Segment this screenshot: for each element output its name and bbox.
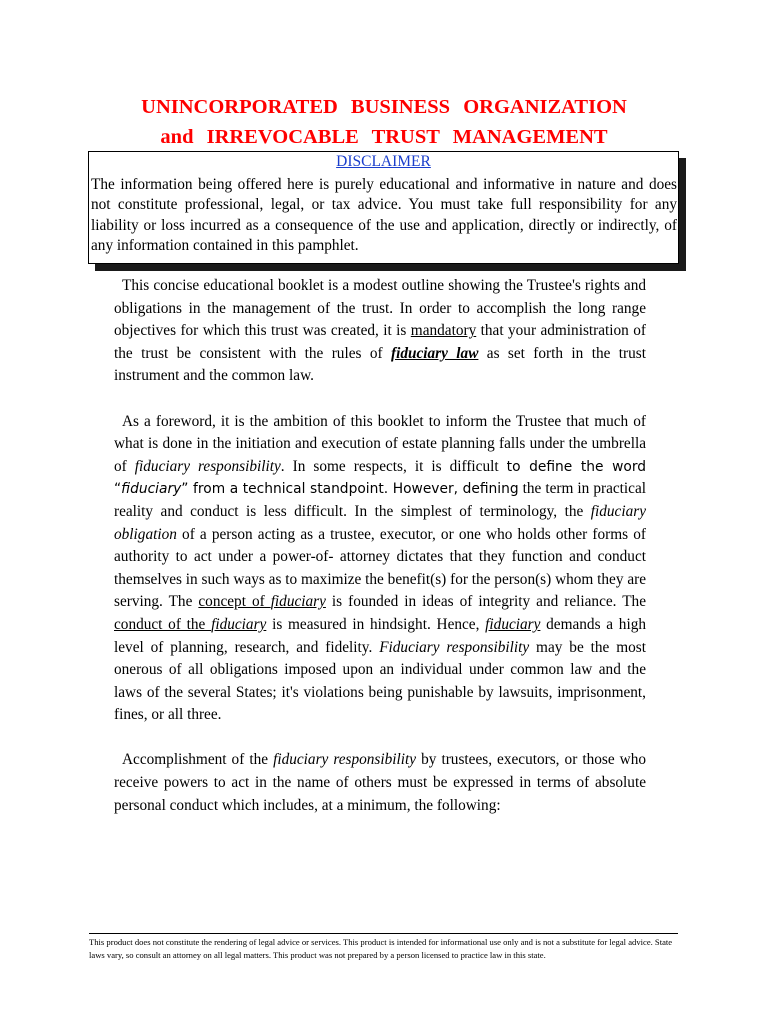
- text-run: As a foreword, it is the ambition of this booklet to inform the Trustee that much of what is done in the initiation and execution of estate planning falls under the umbrella of: [114, 412, 646, 475]
- text-run: conduct of the: [114, 615, 212, 633]
- emphasis-term: fiduciary: [121, 481, 182, 498]
- text-run: the term in practical reality and conduct is less difficult. In the simplest of terminology, the: [114, 480, 646, 520]
- disclaimer-heading: DISCLAIMER: [336, 153, 431, 170]
- emphasis-term: fiduciary: [485, 615, 541, 633]
- text-run: Accomplishment of the: [122, 751, 274, 769]
- text-run: ” from a technical standpoint. However, defining: [181, 481, 519, 498]
- text-run: is measured in hindsight. Hence,: [266, 615, 486, 633]
- text-run: . In some respects, it is difficult: [280, 457, 507, 475]
- title-line-2: and IRREVOCABLE TRUST MANAGEMENT: [160, 126, 608, 148]
- text-run: as set forth in the trust instrument and the common law.: [114, 344, 646, 385]
- document-title: [0, 92, 768, 152]
- text-run: concept of: [198, 593, 271, 611]
- text-run: of a person acting as a trustee, executor, or one who holds other forms of authority to act under a power-of- attorney dictates that they function and conduct themselves in such ways as to maximize the benefit(s) for the person(s) whom they are serving. The: [114, 525, 646, 611]
- disclaimer-panel: [88, 151, 685, 271]
- text-run: that your administration of the trust be consistent with the rules of: [114, 322, 646, 362]
- emphasis-mandatory: mandatory: [410, 322, 477, 340]
- text-run: demands a high level of planning, research, and fidelity.: [114, 615, 646, 656]
- disclaimer-box: [88, 151, 679, 264]
- text-run: may be the most onerous of all obligations imposed upon an individual under common law and the laws of the several States; it's violations being punishable by lawsuits, imprisonment, fines, or all three.: [114, 638, 647, 724]
- emphasis-term: fiduciary obligation: [114, 502, 646, 543]
- disclaimer-text: The information being offered here is purely educational and informative in nature and does not constitute professional, legal, or tax advice. You must take full responsibility for any liability or loss incurred as a consequence of the use and application, directly or indirectly, of any information contained in this pamphlet.: [91, 176, 677, 254]
- title-line-1: UNINCORPORATED BUSINESS ORGANIZATION: [141, 96, 627, 118]
- emphasis-term: fiduciary: [270, 593, 326, 611]
- text-run: This concise educational booklet is a modest outline showing the Trustee's rights and obligations in the management of the trust. In order to accomplish the long range objectives for which this trust was created, it is: [114, 277, 646, 340]
- document-body: [114, 275, 646, 817]
- text-run: by trustees, executors, or those who receive powers to act in the name of others must be expressed in terms of absolute personal conduct which includes, at a minimum, the following:: [114, 751, 647, 814]
- footer-legal-notice: This product does not constitute the rendering of legal advice or services. This product is intended for informational use only and is not a substitute for legal advice. State laws vary, so consult an attorney on all legal matters. This product was not prepared by a person licensed to practice law in this state.: [89, 937, 673, 960]
- emphasis-term: Fiduciary responsibility: [379, 638, 530, 656]
- text-run: to define the word “: [114, 458, 647, 498]
- paragraph-accomplishment: [114, 749, 646, 817]
- underlined-phrase: [198, 593, 326, 610]
- paragraph-foreword: [114, 411, 646, 727]
- emphasis-fiduciary-law: fiduciary law: [390, 344, 479, 362]
- underlined-phrase: [114, 616, 266, 633]
- emphasis-term: fiduciary: [211, 615, 267, 633]
- emphasis-term: fiduciary responsibility: [273, 751, 417, 769]
- text-run: is founded in ideas of integrity and reliance. The: [325, 593, 646, 611]
- paragraph-intro: [114, 275, 646, 388]
- footer-divider: [89, 933, 678, 934]
- emphasis-term: fiduciary responsibility: [134, 457, 281, 475]
